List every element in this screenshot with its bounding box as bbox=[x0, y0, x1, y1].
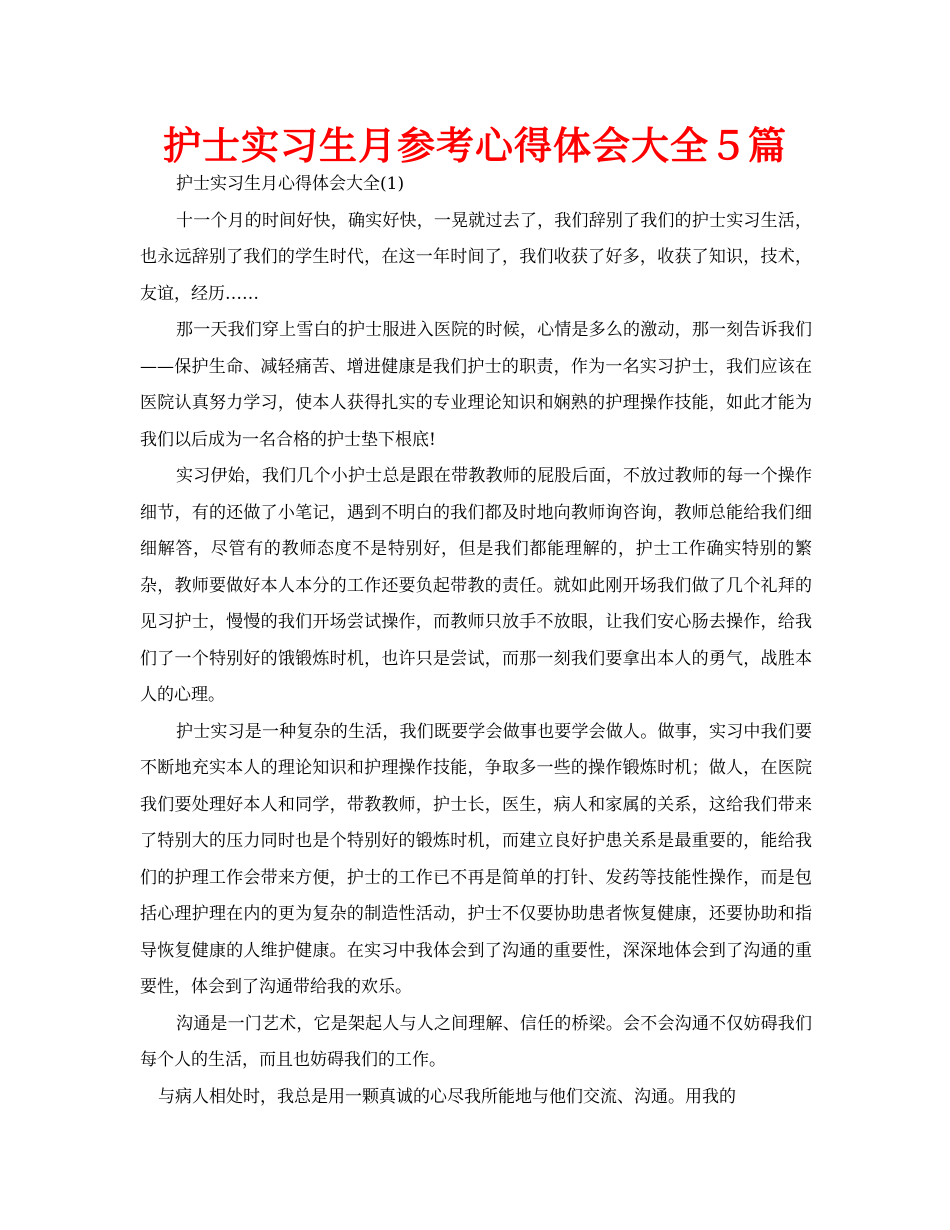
paragraph-5: 沟通是一门艺术，它是架起人与人之间理解、信任的桥梁。会不会沟通不仅妨碍我们每个人的生活，而且也妨碍我们的工作。 bbox=[140, 1013, 812, 1070]
paragraph-6: 与病人相处时，我总是用一颗真诚的心尽我所能地与他们交流、沟通。用我的 bbox=[158, 1086, 736, 1107]
paragraph-2: 那一天我们穿上雪白的护士服进入医院的时候，心情是多么的激动，那一刻告诉我们——保护生命、减轻痛苦、增进健康是我们护士的职责，作为一名实习护士，我们应该在医院认真努力学习，使本人获得扎实的专业理论知识和娴熟的护理操作技能，如此才能为我们以后成为一名合格的护士垫下根底! bbox=[140, 320, 812, 450]
paragraph-1: 十一个月的时间好快，确实好快，一晃就过去了，我们辞别了我们的护士实习生活，也永远辞别了我们的学生时代，在这一年时间了，我们收获了好多，收获了知识，技术，友谊，经历…… bbox=[140, 210, 812, 304]
document-title: 护士实习生月参考心得体会大全５篇 bbox=[162, 124, 787, 168]
document-body bbox=[140, 166, 812, 1115]
section-subtitle: 护士实习生月心得体会大全(1) bbox=[176, 174, 405, 194]
paragraph-3: 实习伊始，我们几个小护士总是跟在带教教师的屁股后面，不放过教师的每一个操作细节，有的还做了小笔记，遇到不明白的我们都及时地向教师询咨询，教师总能给我们细细解答，尽管有的教师态度不是特别好，但是我们都能理解的，护士工作确实特别的繁杂，教师要做好本人本分的工作还要负起带教的责任。就如此刚开场我们做了几个礼拜的见习护士，慢慢的我们开场尝试操作，而教师只放手不放眼，让我们安心肠去操作，给我们了一个特别好的饿锻炼时机，也许只是尝试，而那一刻我们要拿出本人的勇气，战胜本人的心理。 bbox=[140, 466, 812, 705]
paragraph-4: 护士实习是一种复杂的生活，我们既要学会做事也要学会做人。做事，实习中我们要不断地充实本人的理论知识和护理操作技能，争取多一些的操作锻炼时机；做人，在医院我们要处理好本人和同学，带教教师，护士长，医生，病人和家属的关系，这给我们带来了特别大的压力同时也是个特别好的锻炼时机，而建立良好护患关系是最重要的，能给我们的护理工作会带来方便，护士的工作已不再是简单的打针、发药等技能性操作，而是包括心理护理在内的更为复杂的制造性活动，护士不仅要协助患者恢复健康，还要协助和指导恢复健康的人维护健康。在实习中我体会到了沟通的重要性，深深地体会到了沟通的重要性，体会到了沟通带给我的欢乐。 bbox=[140, 721, 812, 997]
